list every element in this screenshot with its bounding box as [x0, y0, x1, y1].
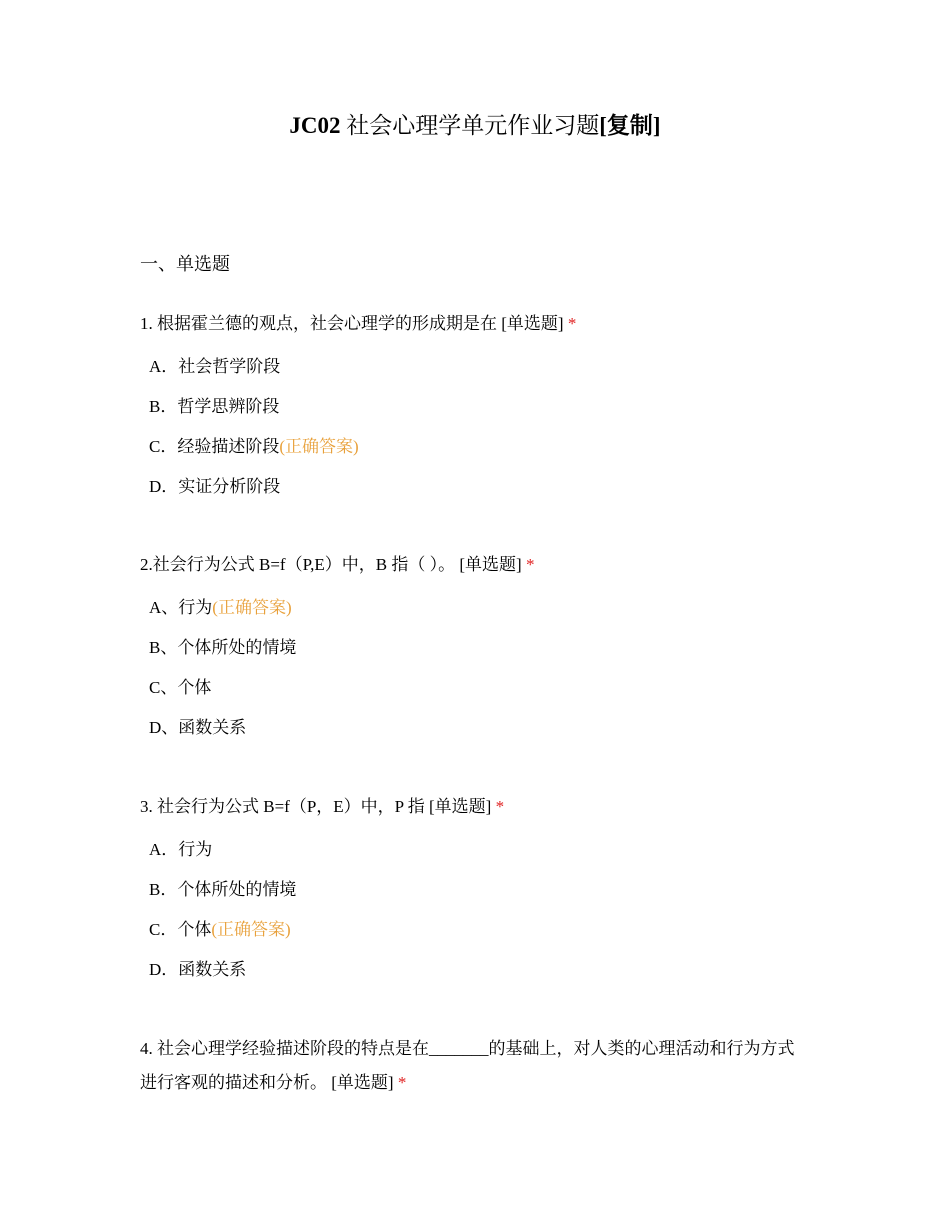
- required-mark: *: [567, 314, 577, 333]
- title-code: JC02: [289, 113, 341, 138]
- question-4: [140, 1032, 805, 1100]
- option-d: D．函数关系: [149, 960, 247, 979]
- option-c: C、个体: [149, 678, 212, 697]
- document-title: [0, 110, 950, 142]
- required-mark: *: [397, 1073, 407, 1092]
- required-mark: *: [525, 555, 535, 574]
- option-d: D、函数关系: [149, 718, 247, 737]
- title-suffix: [复制]: [599, 113, 661, 138]
- question-3: [140, 790, 810, 990]
- option-c: C．个体(正确答案): [149, 920, 291, 939]
- option-b: B．哲学思辨阶段: [149, 397, 280, 416]
- correct-answer-label: (正确答案): [212, 598, 292, 617]
- question-type-tag: [单选题]: [327, 1073, 398, 1092]
- correct-answer-label: (正确答案): [211, 920, 291, 939]
- question-type-tag: [单选题]: [455, 555, 526, 574]
- question-type-tag: [单选题]: [497, 314, 568, 333]
- option-b: B、个体所处的情境: [149, 638, 297, 657]
- option-a: A、行为(正确答案): [149, 598, 292, 617]
- question-text: 1. 根据霍兰德的观点，社会心理学的形成期是在 [单选题] *: [140, 314, 577, 333]
- option-b: B．个体所处的情境: [149, 880, 297, 899]
- title-text: 社会心理学单元作业习题: [346, 113, 600, 138]
- question-2: [140, 548, 810, 748]
- option-d: D．实证分析阶段: [149, 477, 281, 496]
- option-a: A．行为: [149, 840, 213, 859]
- correct-answer-label: (正确答案): [279, 437, 359, 456]
- option-c: C．经验描述阶段(正确答案): [149, 437, 359, 456]
- question-type-tag: [单选题]: [424, 797, 496, 816]
- section-heading: 一、单选题: [140, 254, 230, 274]
- question-text: 2.社会行为公式 B=f（P,E）中，B 指（ ）。 [单选题] *: [140, 555, 535, 574]
- question-text: 3. 社会行为公式 B=f（P，E）中，P 指 [单选题] *: [140, 797, 505, 816]
- option-a: A．社会哲学阶段: [149, 357, 281, 376]
- question-1: [140, 307, 810, 507]
- question-text: 4. 社会心理学经验描述阶段的特点是在_______的基础上，对人类的心理活动和行为方式进行客观的描述和分析。 [单选题] *: [140, 1039, 795, 1092]
- required-mark: *: [495, 797, 505, 816]
